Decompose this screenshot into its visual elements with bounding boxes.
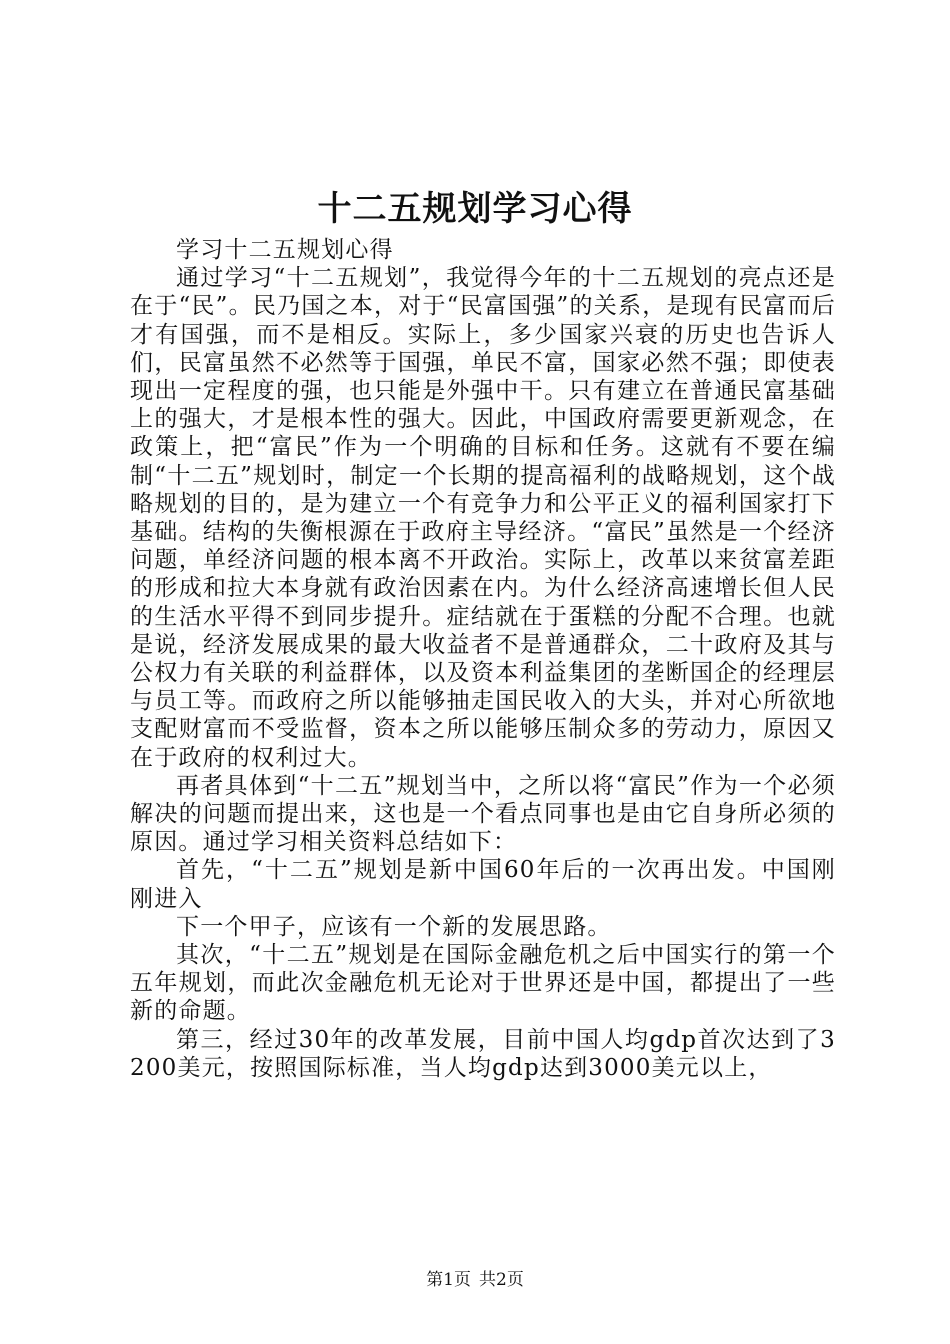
page-footer xyxy=(0,1269,950,1291)
paragraph: 首先，“十二五”规划是新中国60年后的一次再出发。中国刚刚进入 xyxy=(130,857,836,912)
paragraph: 再者具体到“十二五”规划当中，之所以将“富民”作为一个必须解决的问题而提出来，这也是一个看点同事也是由它自身所必须的原因。通过学习相关资料总结如下： xyxy=(130,772,836,856)
paragraph: 第三，经过30年的改革发展，目前中国人均gdp首次达到了3200美元，按照国际标准，当人均gdp达到3000美元以上， xyxy=(130,1026,836,1081)
paragraph: 其次，“十二五”规划是在国际金融危机之后中国实行的第一个五年规划，而此次金融危机无论对于世界还是中国，都提出了一些新的命题。 xyxy=(130,942,836,1025)
page-number-total: 共2页 xyxy=(479,1270,524,1290)
paragraph-subtitle: 学习十二五规划心得 xyxy=(176,237,394,263)
page-number-current: 第1页 xyxy=(426,1270,471,1290)
document-body xyxy=(130,236,836,1082)
paragraph: 下一个甲子，应该有一个新的发展思路。 xyxy=(176,913,612,940)
document-title: 十二五规划学习心得 xyxy=(317,189,633,229)
paragraph: 通过学习“十二五规划”，我觉得今年的十二五规划的亮点还是在于“民”。民乃国之本，对于“民富国强”的关系，是现有民富而后才有国强，而不是相反。实际上，多少国家兴衰的历史也告诉人们，民富虽然不必然等于国强，单民不富，国家必然不强；即使表现出一定程度的强，也只能是外强中干。只有建立在普通民富基础上的强大，才是根本性的强大。因此，中国政府需要更新观念，在政策上，把“富民”作为一个明确的目标和任务。这就有不要在编制“十二五”规划时，制定一个长期的提高福利的战略规划，这个战略规划的目的，是为建立一个有竞争力和公平正义的福利国家打下基础。结构的失衡根源在于政府主导经济。“富民”虽然是一个经济问题，单经济问题的根本离不开政治。实际上，改革以来贫富差距的形成和拉大本身就有政治因素在内。为什么经济高速增长但人民的生活水平得不到同步提升。症结就在于蛋糕的分配不合理。也就是说，经济发展成果的最大收益者不是普通群众，二十政府及其与公权力有关联的利益群体，以及资本利益集团的垄断国企的经理层与员工等。而政府之所以能够抽走国民收入的大头，并对心所欲地支配财富而不受监督，资本之所以能够压制众多的劳动力，原因又在于政府的权利过大。 xyxy=(130,265,836,771)
